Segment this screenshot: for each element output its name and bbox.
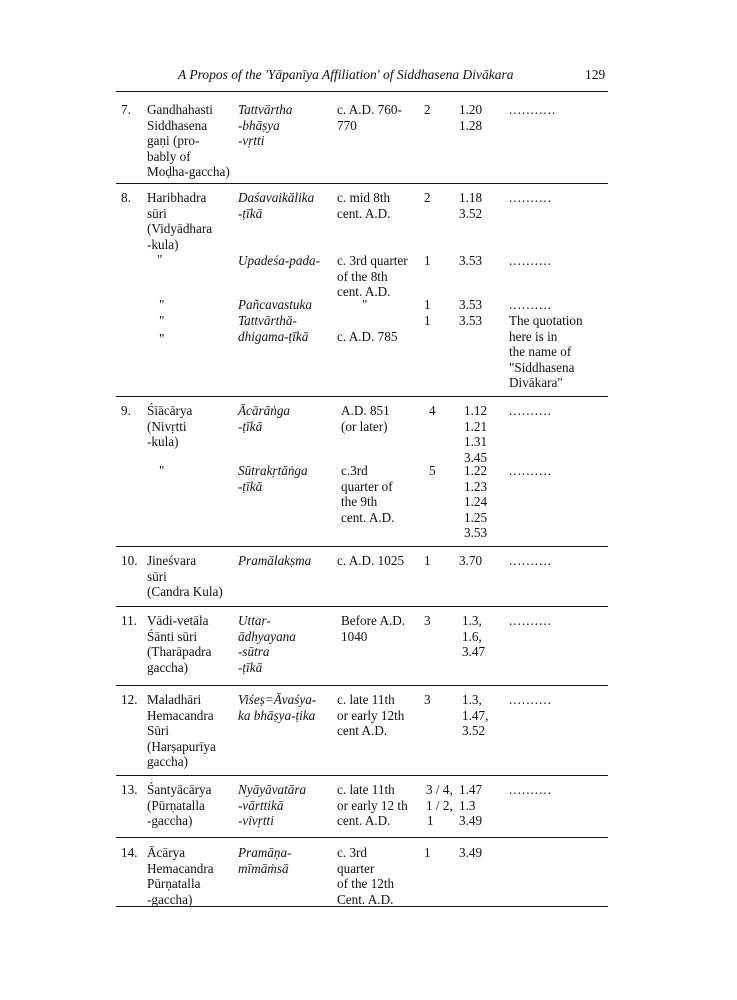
row-divider xyxy=(116,837,608,838)
cell-author: Gandhahasti xyxy=(147,102,213,117)
cell-refs: 3.47 xyxy=(462,644,486,660)
cell-author: gaccha) xyxy=(147,754,188,770)
cell-author: Moḍha-gaccha) xyxy=(147,164,230,180)
cell-author: (Pūrṇatalla xyxy=(147,797,205,813)
cell-author: -kula) xyxy=(147,434,179,450)
cell-no: 10. xyxy=(121,553,138,568)
cell-refs: 3.49 xyxy=(459,813,483,829)
cell-author: " xyxy=(159,313,165,328)
cell-count_lines: 1 xyxy=(427,813,434,829)
cell-refs: 3.52 xyxy=(459,205,483,221)
cell-count: 2 xyxy=(424,102,431,117)
cell-work: -vārttikā xyxy=(238,797,284,813)
cell-date: (or later) xyxy=(341,418,388,434)
cell-remarks: .......... xyxy=(509,782,552,797)
running-header xyxy=(0,67,737,87)
cell-work: Daśavaikālika xyxy=(238,190,315,205)
cell-date: 770 xyxy=(337,117,357,133)
cell-author: -kula) xyxy=(147,236,179,252)
cell-remarks: .......... xyxy=(509,253,552,268)
cell-author: Jineśvara xyxy=(147,553,197,568)
cell-refs: 1.18 xyxy=(459,190,483,205)
row-divider xyxy=(116,396,608,397)
cell-refs: 3.53 xyxy=(464,525,488,541)
cell-refs: 1.22 xyxy=(464,463,488,478)
cell-count: 1 xyxy=(424,253,431,268)
page-number: 129 xyxy=(585,67,606,82)
cell-refs: 1.3, xyxy=(462,613,482,628)
cell-author: bably of xyxy=(147,148,191,164)
cell-date: cent. A.D. xyxy=(337,205,391,221)
cell-author: " xyxy=(159,330,165,346)
cell-date: A.D. 851 xyxy=(341,403,390,418)
cell-refs: 1.21 xyxy=(464,418,488,434)
cell-author: " xyxy=(159,297,165,312)
cell-date: quarter of xyxy=(341,478,393,494)
cell-count_lines: 1 / 2, xyxy=(426,797,453,813)
cell-author: " xyxy=(157,252,163,268)
cell-author: (Vidyādhara xyxy=(147,221,213,237)
cell-work: mīmāṁsā xyxy=(238,860,289,876)
cell-author: (Harṣapurīya xyxy=(147,738,216,754)
cell-date: c. late 11th xyxy=(337,692,395,707)
cell-count: 4 xyxy=(429,403,436,418)
cell-author: Siddhasena xyxy=(147,117,208,133)
cell-refs: 1.47, xyxy=(462,707,489,723)
cell-count: 1 xyxy=(424,297,431,312)
cell-work: dhigama-ṭīkā xyxy=(238,328,309,344)
cell-date: " xyxy=(362,297,368,312)
cell-count_lines: 3 / 4, xyxy=(426,782,453,797)
cell-date: cent. A.D. xyxy=(337,284,391,300)
cell-remarks: ........... xyxy=(509,102,557,117)
cell-author: Ācārya xyxy=(147,845,186,860)
running-title: A Propos of the 'Yāpanīya Affiliation' of Siddhasena Divākara xyxy=(178,67,514,82)
cell-date: the 9th xyxy=(341,494,378,510)
cell-no: 8. xyxy=(121,190,131,205)
cell-date: cent. A.D. xyxy=(337,813,391,829)
cell-author: sūri xyxy=(147,205,167,221)
cell-work: ādhyayana xyxy=(238,628,296,644)
cell-refs: 1.3 xyxy=(459,797,476,813)
cell-count: 1 xyxy=(424,553,431,568)
cell-refs: 3.52 xyxy=(462,723,486,739)
cell-author: Sūri xyxy=(147,723,169,739)
cell-work: -ṭīkā xyxy=(238,659,263,675)
cell-no: 11. xyxy=(121,613,137,628)
cell-count: 3 xyxy=(424,692,431,707)
cell-date: of the 12th xyxy=(337,876,395,892)
cell-author: Śīācārya xyxy=(147,403,193,418)
cell-no: 13. xyxy=(121,782,138,797)
cell-date: c. 3rd quarter xyxy=(337,253,408,268)
cell-count: 5 xyxy=(429,463,436,478)
header-rule xyxy=(116,91,608,92)
cell-author: Pūrṇatalla xyxy=(147,876,201,892)
cell-no: 12. xyxy=(121,692,138,707)
row-divider xyxy=(116,775,608,776)
cell-refs: 1.12 xyxy=(464,403,488,418)
cell-refs: 3.70 xyxy=(459,553,483,568)
cell-work: Viśeṣ=Āvaśya- xyxy=(238,692,317,707)
cell-work: Uttar- xyxy=(238,613,271,628)
row-divider xyxy=(116,183,608,184)
cell-work: -ṭīkā xyxy=(238,418,263,434)
cell-count: 1 xyxy=(424,845,431,860)
cell-remarks: .......... xyxy=(509,553,552,568)
cell-date: c. A.D. 760- xyxy=(337,102,402,117)
cell-date: c. 3rd xyxy=(337,845,368,860)
cell-remarks: Divākara" xyxy=(509,375,563,391)
cell-author: (Nivṛtti xyxy=(147,418,187,434)
cell-refs: 1.6, xyxy=(462,628,482,644)
cell-author: Hemacandra xyxy=(147,707,214,723)
row-divider xyxy=(116,546,608,547)
cell-author: Maladhāri xyxy=(147,692,202,707)
cell-remarks: the name of xyxy=(509,344,572,360)
cell-refs: 3.49 xyxy=(459,845,483,860)
cell-work: -sūtra xyxy=(238,644,270,660)
cell-work: Upadeśa-pada- xyxy=(238,253,321,268)
cell-work: Pañcavastuka xyxy=(238,297,312,312)
cell-work: ka bhāṣya-ṭika xyxy=(238,707,316,723)
cell-work: Ācārāṅga xyxy=(238,403,291,418)
cell-author: -gaccha) xyxy=(147,813,193,829)
cell-date: or early 12th xyxy=(337,707,405,723)
row-divider xyxy=(116,685,608,686)
cell-date: c. mid 8th xyxy=(337,190,391,205)
cell-date: c. A.D. 785 xyxy=(337,328,398,344)
cell-remarks: The quotation xyxy=(509,313,583,328)
cell-refs: 3.53 xyxy=(459,253,483,268)
cell-date: c. A.D. 1025 xyxy=(337,553,405,568)
cell-remarks: .......... xyxy=(509,692,552,707)
cell-date: quarter xyxy=(337,860,375,876)
cell-no: 14. xyxy=(121,845,138,860)
cell-remarks: "Siddhasena xyxy=(509,359,575,375)
cell-date: Before A.D. xyxy=(341,613,406,628)
cell-work: Nyāyāvatāra xyxy=(238,782,307,797)
cell-work: Pramāṇa- xyxy=(238,845,292,860)
cell-author: gaṇi (pro- xyxy=(147,133,200,149)
cell-author: Hemacandra xyxy=(147,860,214,876)
cell-work: -vṛtti xyxy=(238,133,265,149)
cell-date: Cent. A.D. xyxy=(337,891,394,907)
row-divider xyxy=(116,906,608,907)
cell-count: 1 xyxy=(424,313,431,328)
cell-work: -vivṛtti xyxy=(238,813,274,829)
cell-refs: 1.20 xyxy=(459,102,483,117)
cell-work: -ṭīkā xyxy=(238,205,263,221)
cell-refs: 3.45 xyxy=(464,449,488,465)
cell-date: cent A.D. xyxy=(337,723,388,739)
cell-remarks: .......... xyxy=(509,463,552,478)
cell-work: Tattvārthā- xyxy=(238,313,297,328)
cell-work: Tattvārtha xyxy=(238,102,293,117)
cell-author: (Tharāpadra xyxy=(147,644,212,660)
cell-date: or early 12 th xyxy=(337,797,408,813)
cell-no: 9. xyxy=(121,403,131,418)
cell-count: 3 xyxy=(424,613,431,628)
cell-date: c.3rd xyxy=(341,463,368,478)
cell-work: -ṭīkā xyxy=(238,478,263,494)
cell-refs: 3.53 xyxy=(459,313,483,328)
cell-date: of the 8th xyxy=(337,268,388,284)
cell-author: Śānti sūri xyxy=(147,628,198,644)
cell-remarks: here is in xyxy=(509,328,558,344)
cell-refs: 1.47 xyxy=(459,782,483,797)
cell-no: 7. xyxy=(121,102,131,117)
cell-refs: 3.53 xyxy=(459,297,483,312)
cell-work: -bhāṣya xyxy=(238,117,280,133)
cell-work: Sūtrakṛtāṅga xyxy=(238,463,308,478)
cell-date: c. late 11th xyxy=(337,782,395,797)
cell-author: Vādi-vetāla xyxy=(147,613,209,628)
cell-refs: 1.25 xyxy=(464,509,488,525)
cell-remarks: .......... xyxy=(509,297,552,312)
cell-work: Pramālakṣma xyxy=(238,553,312,568)
cell-author: gaccha) xyxy=(147,659,188,675)
cell-author: " xyxy=(159,463,165,478)
cell-author: -gaccha) xyxy=(147,891,193,907)
row-divider xyxy=(116,606,608,607)
cell-refs: 1.31 xyxy=(464,434,488,450)
cell-date: 1040 xyxy=(341,628,368,644)
cell-author: Haribhadra xyxy=(147,190,207,205)
cell-refs: 1.23 xyxy=(464,478,488,494)
cell-count: 2 xyxy=(424,190,431,205)
cell-remarks: .......... xyxy=(509,613,552,628)
cell-remarks: .......... xyxy=(509,190,552,205)
cell-refs: 1.3, xyxy=(462,692,482,707)
cell-author: Śantyācārya xyxy=(147,782,212,797)
cell-remarks: .......... xyxy=(509,403,552,418)
cell-author: (Candra Kula) xyxy=(147,584,223,600)
cell-refs: 1.28 xyxy=(459,117,483,133)
cell-refs: 1.24 xyxy=(464,494,488,510)
cell-author: sūri xyxy=(147,568,167,584)
cell-date: cent. A.D. xyxy=(341,509,395,525)
